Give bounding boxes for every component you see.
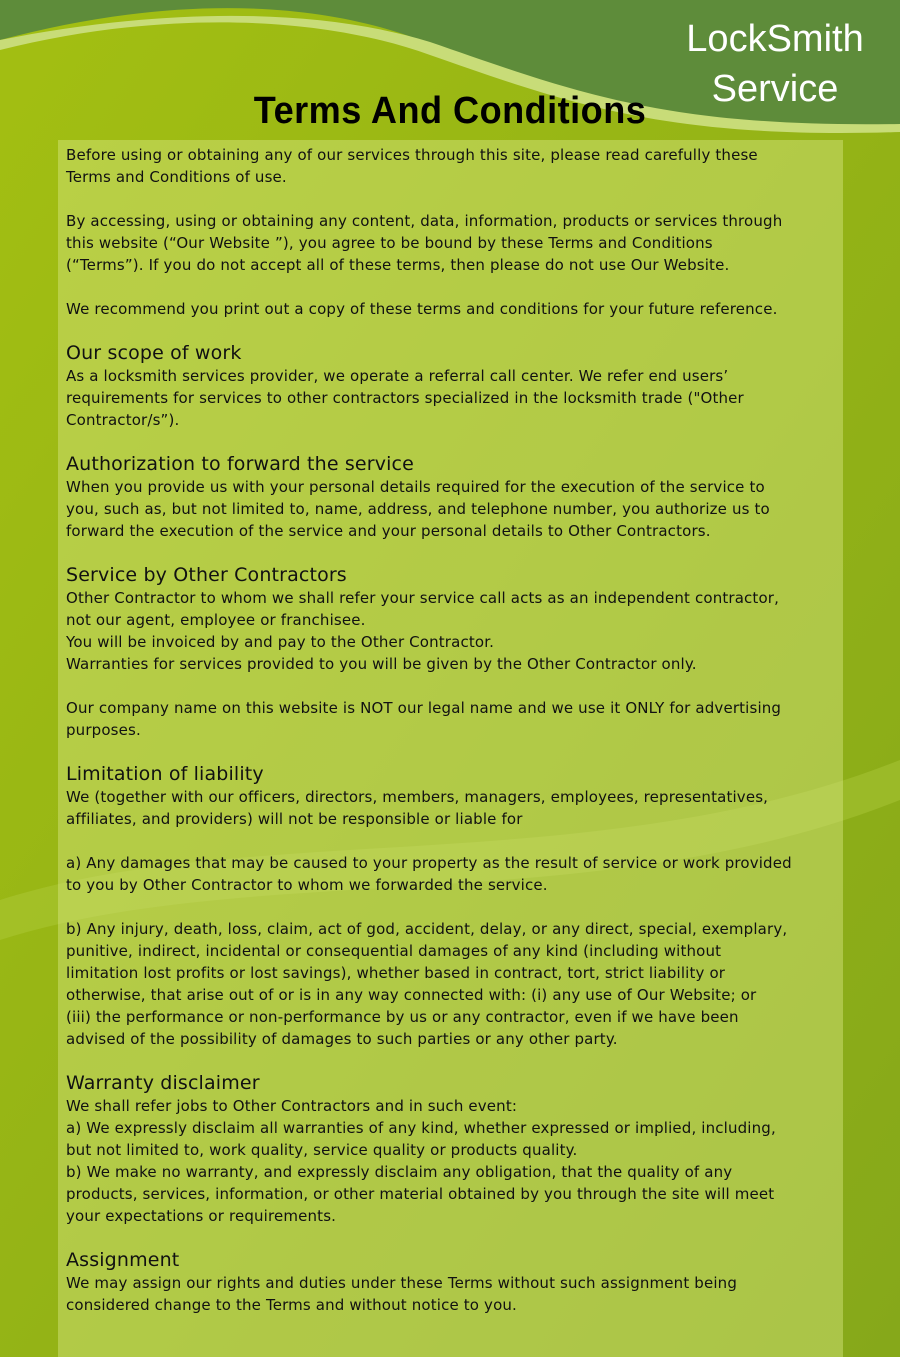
terms-content — [66, 144, 846, 1316]
section-heading: Warranty disclaimer — [66, 1072, 260, 1094]
paragraph: We shall refer jobs to Other Contractors and in such event: a) We expressly disclaim all warranties of any kind, whether expressed or implied, including, but not limited to, work quality, service quality or products quality. b) We make no warranty, and expressly disclaim any obligation, that the quality of any products, services, information, or other material obtained by you through the site will meet your expectations or requirements. — [66, 1097, 776, 1225]
paragraph: When you provide us with your personal details required for the execution of the service to you, such as, but not limited to, name, address, and telephone number, you authorize us to forward the execution of the service and your personal details to Other Contractors. — [66, 478, 770, 540]
section-heading: Limitation of liability — [66, 763, 264, 785]
paragraph: We may assign our rights and duties under these Terms without such assignment being considered change to the Terms and without notice to you. — [66, 1274, 737, 1314]
section-heading: Assignment — [66, 1249, 180, 1271]
paragraph: Before using or obtaining any of our services through this site, please read carefully these Terms and Conditions of use. — [66, 146, 758, 186]
page-title: Terms And Conditions — [253, 90, 647, 132]
paragraph: Other Contractor to whom we shall refer your service call acts as an independent contractor, not our agent, employee or franchisee. You will be invoiced by and pay to the Other Contractor. Warranties for services provided to you will be given by the Other Contractor only. — [66, 589, 780, 673]
paragraph: b) Any injury, death, loss, claim, act of god, accident, delay, or any direct, special, exemplary, punitive, indirect, incidental or consequential damages of any kind (including without limitation lost profits or lost savings), whether based in contract, tort, strict liability or otherwise, that arise out of or is in any way connected with: (i) any use of Our Website; or (iii) the performance or non-performance by us or any contractor, even if we have been advised of the possibility of damages to such parties or any other party. — [66, 920, 788, 1048]
paragraph: Our company name on this website is NOT our legal name and we use it ONLY for advertising purposes. — [66, 699, 782, 739]
paragraph: We recommend you print out a copy of these terms and conditions for your future reference. — [66, 300, 778, 318]
paragraph: As a locksmith services provider, we operate a referral call center. We refer end users’ requirements for services to other contractors specialized in the locksmith trade ("Other Contractor/s”). — [66, 367, 744, 429]
brand-line-1: LockSmith — [686, 18, 864, 60]
paragraph: a) Any damages that may be caused to your property as the result of service or work provided to you by Other Contractor to whom we forwarded the service. — [66, 854, 792, 894]
brand-line-2: Service — [711, 68, 839, 110]
paragraph: By accessing, using or obtaining any content, data, information, products or services through this website (“Our Website ”), you agree to be bound by these Terms and Conditions (“Terms”). If you do not accept all of these terms, then please do not use Our Website. — [66, 212, 783, 274]
section-heading: Our scope of work — [66, 342, 242, 364]
paragraph: We (together with our officers, directors, members, managers, employees, representatives, affiliates, and providers) will not be responsible or liable for — [66, 788, 769, 828]
section-heading: Authorization to forward the service — [66, 453, 414, 475]
section-heading: Service by Other Contractors — [66, 564, 347, 586]
